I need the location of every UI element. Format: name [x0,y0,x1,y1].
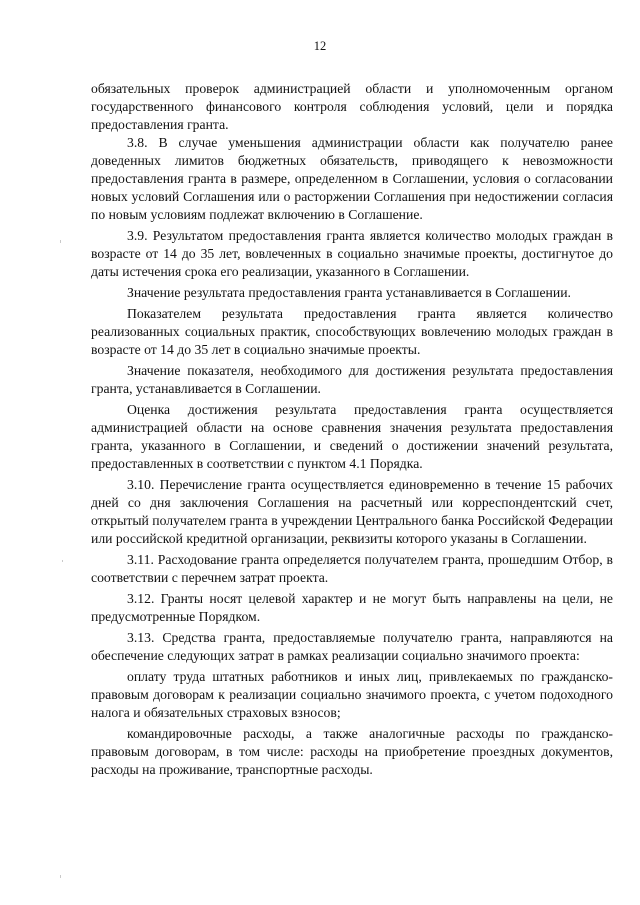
paragraph-3-9: 3.9. Результатом предоставления гранта является количество молодых граждан в возрасте от 14 до 35 лет, вовлеченных в социально значимые проекты, достигнутое до даты истечения срока его реализации, указанного в Соглашении. [91,228,613,279]
paragraph-result-assessment: Оценка достижения результата предоставления гранта осуществляется администрацией области на основе сравнения значения результата предоставления гранта, указанного в Соглашении, и сведений о достижении значений результата, предоставленных в соответствии с пунктом 4.1 Порядка. [91,402,613,471]
paragraph-indicator-value: Значение показателя, необходимого для достижения результата предоставления гранта, устанавливается в Соглашении. [91,363,613,396]
scan-speck [60,240,61,243]
paragraph-3-13: 3.13. Средства гранта, предоставляемые получателю гранта, направляются на обеспечение следующих затрат в рамках реализации социально значимого проекта: [91,630,613,663]
paragraph-result-indicator: Показателем результата предоставления гранта является количество реализованных социальных практик, способствующих вовлечению молодых граждан в возрасте от 14 до 35 лет в социально значимые проекты. [91,306,613,357]
scan-speck [60,875,61,878]
paragraph-3-11: 3.11. Расходование гранта определяется получателем гранта, прошедшим Отбор, в соответствии с перечнем затрат проекта. [91,552,613,585]
paragraph-continuation: обязательных проверок администрацией области и уполномоченным органом государственного финансового контроля соблюдения условий, цели и порядка предоставления гранта. [91,81,613,132]
page-number: 12 [313,39,327,53]
paragraph-expense-travel: командировочные расходы, а также аналогичные расходы по гражданско-правовым договорам, в том числе: расходы на приобретение проездных документов, расходы на проживание, транспортные расходы. [91,726,613,777]
paragraph-3-8: 3.8. В случае уменьшения администрации области как получателю ранее доведенных лимитов бюджетных обязательств, приводящего к невозможности предоставления гранта в размере, определенном в Соглашении, условия о согласовании новых условий Соглашения или о расторжении Соглашения при недостижении согласия по новым условиям подлежат включению в Соглашение. [91,135,613,222]
paragraph-result-value: Значение результата предоставления гранта устанавливается в Соглашении. [127,285,571,300]
document-body [91,80,613,779]
paragraph-expense-labor: оплату труда штатных работников и иных лиц, привлекаемых по гражданско-правовым договорам к реализации социально значимого проекта, с учетом подоходного налога и обязательных страховых взносов; [91,669,613,720]
paragraph-3-12: 3.12. Гранты носят целевой характер и не могут быть направлены на цели, не предусмотренные Порядком. [91,591,613,624]
paragraph-3-10: 3.10. Перечисление гранта осуществляется единовременно в течение 15 рабочих дней со дня заключения Соглашения на расчетный или корреспондентский счет, открытый получателем гранта в учреждении Центрального банка Российской Федерации или российской кредитной организации, реквизиты которого указаны в Соглашении. [91,477,613,546]
scan-speck [62,560,63,562]
